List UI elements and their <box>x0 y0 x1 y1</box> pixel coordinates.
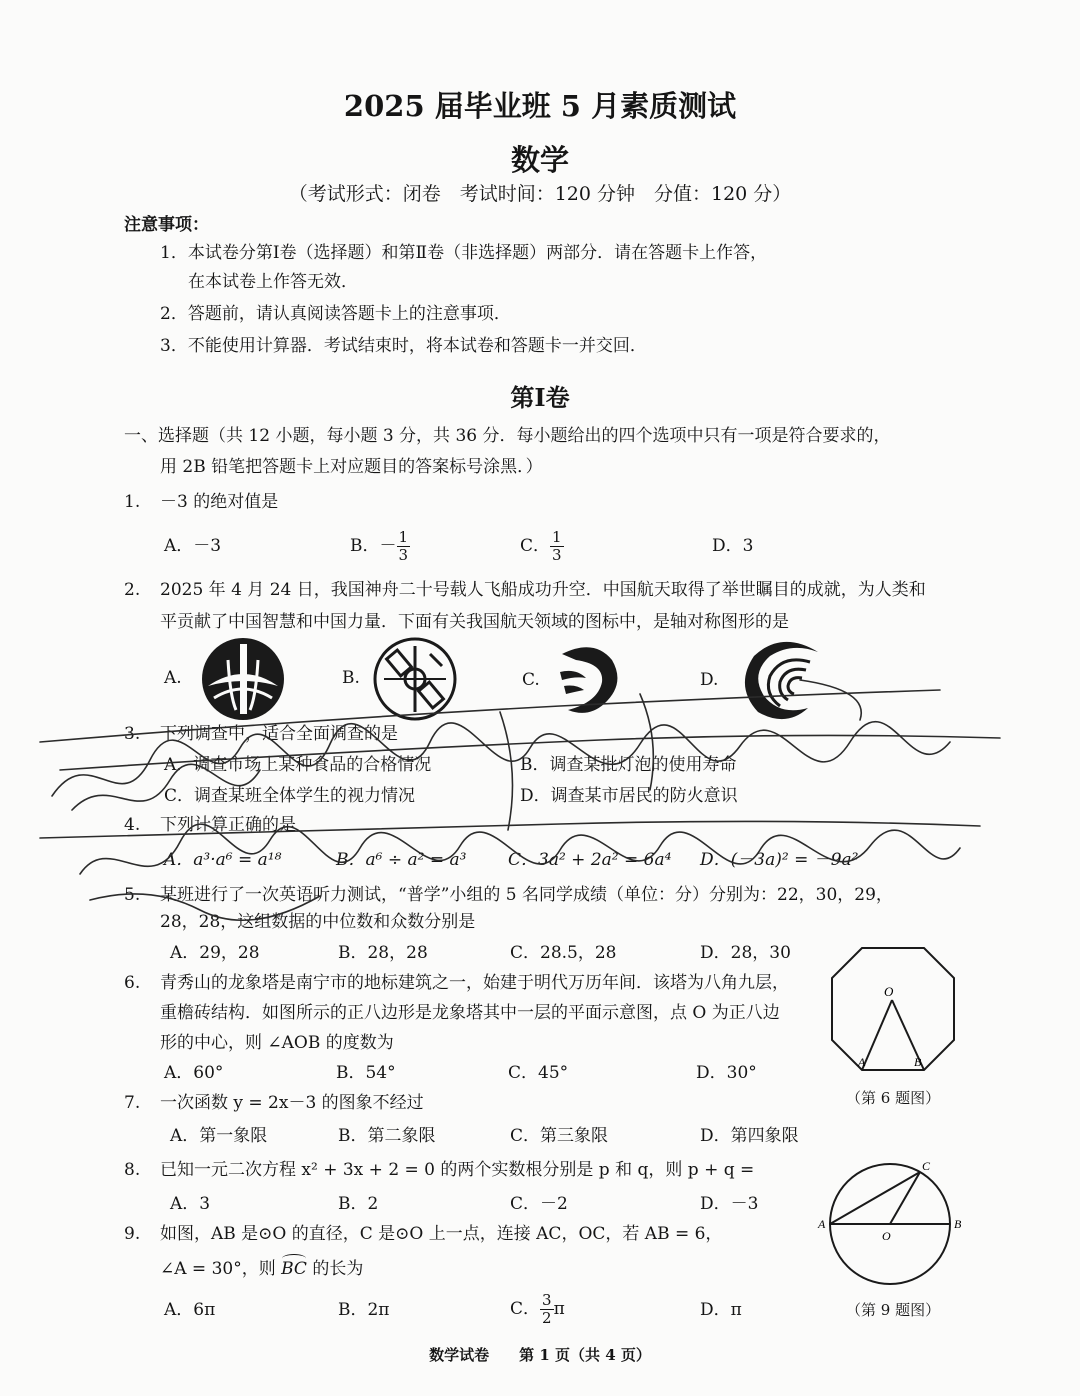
question-number: 4. <box>124 815 141 835</box>
label-a: A <box>858 1055 866 1069</box>
subject-title: 数学 <box>510 143 569 177</box>
option-b: B．2π <box>338 1300 390 1320</box>
option-c: C．45° <box>508 1063 569 1083</box>
space-logo-d <box>734 632 824 722</box>
question-stem: 下列调查中，适合全面调查的是 <box>160 724 398 744</box>
question-stem: 2025 年 4 月 24 日，我国神舟二十号载人飞船成功升空．中国航天取得了举世瞩目的成就，为人类和 <box>160 580 926 600</box>
option-d: D．3 <box>712 536 754 556</box>
option-c: C． $\frac{1}{3}$ <box>520 528 562 564</box>
option-a: A．3 <box>170 1194 211 1214</box>
circle-figure <box>814 1156 970 1292</box>
option-d: D．π <box>700 1300 742 1320</box>
question-stem: －3 的绝对值是 <box>160 492 279 512</box>
option-d: D．第四象限 <box>700 1126 799 1146</box>
question-number: 6. <box>124 973 141 993</box>
option-a: A．29，28 <box>170 943 260 963</box>
question-number: 1. <box>124 492 141 512</box>
question-stem: 平贡献了中国智慧和中国力量．下面有关我国航天领域的图标中，是轴对称图形的是 <box>160 612 789 632</box>
octagon-figure <box>828 944 958 1082</box>
question-stem: 已知一元二次方程 x² + 3x + 2 = 0 的两个实数根分别是 p 和 q，则 p + q = <box>160 1160 755 1180</box>
page-footer: 数学试卷 第 1 页（共 4 页） <box>429 1346 651 1364</box>
section-instruction: 用 2B 铅笔把答题卡上对应题目的答案标号涂黑．） <box>160 457 543 477</box>
space-logo-c <box>554 638 624 722</box>
exam-info: （考试形式：闭卷 考试时间：120 分钟 分值：120 分） <box>288 183 792 205</box>
option-a: A. <box>164 668 182 688</box>
option-b: B. <box>342 668 360 688</box>
option-a: A．6π <box>164 1300 216 1320</box>
note-item: 在本试卷上作答无效． <box>188 272 358 292</box>
note-item: 1．本试卷分第Ⅰ卷（选择题）和第Ⅱ卷（非选择题）两部分．请在答题卡上作答， <box>160 243 768 263</box>
exam-title: 2025 届毕业班 5 月素质测试 <box>343 89 737 123</box>
question-stem: 一次函数 y = 2x－3 的图象不经过 <box>160 1093 424 1113</box>
option-c: C．第三象限 <box>510 1126 609 1146</box>
option-d: D．30° <box>696 1063 757 1083</box>
volume-title: 第Ⅰ卷 <box>510 383 570 412</box>
question-stem: 28，28，这组数据的中位数和众数分别是 <box>160 912 476 932</box>
option-a: A．调查市场上某种食品的合格情况 <box>164 755 432 775</box>
option-b: B．28，28 <box>338 943 428 963</box>
question-stem: 形的中心，则 ∠AOB 的度数为 <box>160 1033 394 1053</box>
question-stem: 重檐砖结构．如图所示的正八边形是龙象塔其中一层的平面示意图，点 O 为正八边 <box>160 1003 780 1023</box>
question-stem: ∠A = 30°，则 BC 的长为 <box>160 1259 364 1279</box>
option-c: C．－2 <box>510 1194 568 1214</box>
option-c: C． $\frac{3}{2}$ π <box>510 1291 565 1327</box>
space-logo-b <box>372 636 458 722</box>
label-o: O <box>882 1229 891 1243</box>
option-a: A．－3 <box>164 536 222 556</box>
option-b: B．2 <box>338 1194 379 1214</box>
note-item: 2．答题前，请认真阅读答题卡上的注意事项． <box>160 304 511 324</box>
question-stem: 某班进行了一次英语听力测试，“普学”小组的 5 名同学成绩（单位：分）分别为：22，30，29， <box>160 885 893 905</box>
question-number: 9. <box>124 1224 141 1244</box>
label-o: O <box>884 984 894 999</box>
option-c: C．调查某班全体学生的视力情况 <box>164 786 416 806</box>
option-b: B．第二象限 <box>338 1126 436 1146</box>
question-number: 2. <box>124 580 141 600</box>
option-b: B．a⁶ ÷ a² = a³ <box>336 850 467 870</box>
option-d: D．调查某市居民的防火意识 <box>520 786 738 806</box>
option-d: D．－3 <box>700 1194 759 1214</box>
option-a: A．60° <box>164 1063 224 1083</box>
option-a: A．a³·a⁶ = a¹⁸ <box>164 850 282 870</box>
option-b: B．调查某批灯泡的使用寿命 <box>520 755 737 775</box>
question-stem: 如图，AB 是⊙O 的直径，C 是⊙O 上一点，连接 AC，OC，若 AB = 6， <box>160 1224 723 1244</box>
space-logo-a <box>200 636 286 722</box>
question-stem: 青秀山的龙象塔是南宁市的地标建筑之一，始建于明代万历年间．该塔为八角九层， <box>160 973 789 993</box>
option-c: C．3a² + 2a² = 6a⁴ <box>508 850 672 870</box>
section-instruction: 一、选择题（共 12 小题，每小题 3 分，共 36 分．每小题给出的四个选项中只有一项是符合要求的， <box>124 426 891 446</box>
option-a: A．第一象限 <box>170 1126 268 1146</box>
question-number: 3. <box>124 724 141 744</box>
option-d: D．(－3a)² = －9a² <box>700 850 859 870</box>
option-d: D. <box>700 670 719 690</box>
note-item: 3．不能使用计算器．考试结束时，将本试卷和答题卡一并交回． <box>160 336 647 356</box>
option-b: B．54° <box>336 1063 396 1083</box>
notes-heading: 注意事项： <box>124 215 209 235</box>
option-b: B．－ $\frac{1}{3}$ <box>350 528 409 564</box>
question-number: 5. <box>124 885 141 905</box>
label-b: B <box>954 1217 962 1231</box>
label-b: B <box>914 1055 922 1069</box>
figure-caption: （第 6 题图） <box>846 1089 941 1107</box>
question-stem: 下列计算正确的是 <box>160 815 296 835</box>
option-c: C. <box>522 670 540 690</box>
option-c: C．28.5，28 <box>510 943 617 963</box>
label-c: C <box>922 1159 931 1173</box>
label-a: A <box>818 1217 826 1231</box>
question-number: 8. <box>124 1160 141 1180</box>
option-d: D．28，30 <box>700 943 791 963</box>
figure-caption: （第 9 题图） <box>846 1301 941 1319</box>
question-number: 7. <box>124 1093 141 1113</box>
